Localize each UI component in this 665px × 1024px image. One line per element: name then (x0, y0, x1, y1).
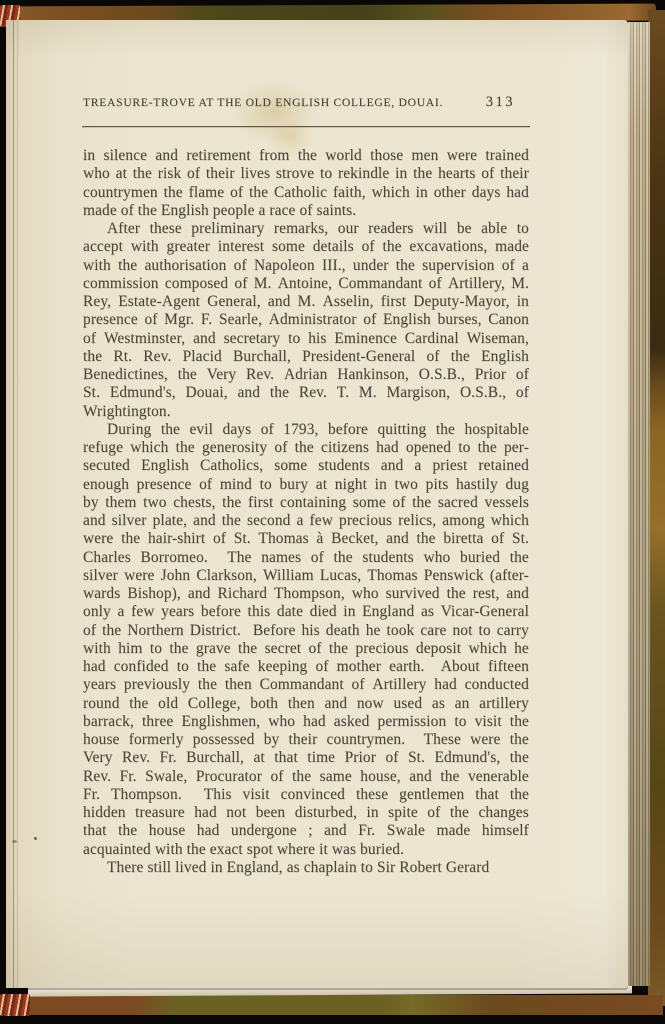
text-line: Wrightington. (83, 402, 171, 420)
running-header (83, 94, 531, 111)
text-line: countrymen the flame of the Catholic faith, which in other days had (83, 183, 529, 201)
text-line: house formerly possessed by their countrymen. These were the (83, 731, 529, 748)
page-edge-stack (628, 22, 650, 986)
text-line: of the Northern District. Before his death he took care not to carry (83, 621, 529, 639)
headband-bottom (0, 994, 30, 1016)
header-rule (82, 126, 530, 127)
text-line: made of the English people a race of saints. (83, 201, 357, 219)
text-line: of Westminster, and secretary to his Eminence Cardinal Wiseman, (83, 329, 529, 347)
text-line: round the old College, both then and now used as an artillery (83, 694, 529, 712)
text-line: and silver plate, and the second a few precious relics, among which (83, 512, 529, 529)
ink-speck (12, 840, 17, 843)
book-cover-edge-right (648, 10, 665, 1006)
book-page (6, 20, 628, 988)
text-line: Rey, Estate-Agent General, and M. Asselin, first Deputy-Mayor, in (83, 293, 529, 310)
text-line: who at the risk of their lives strove to rekindle in the hearts of their (83, 165, 529, 183)
paragraph (83, 859, 529, 877)
text-line: only a few years before this date died in England as Vicar-General (83, 603, 529, 621)
text-block (83, 147, 529, 877)
text-line: were the hair-shirt of St. Thomas à Becket, and the biretta of St. (83, 530, 529, 548)
text-line: After these preliminary remarks, our readers will be able to (107, 220, 529, 237)
text-line: that the house had undergone ; and Fr. Swale made himself (83, 822, 529, 840)
gutter-crease (17, 20, 18, 988)
text-line: accept with greater interest some details of the excavations, made (83, 238, 529, 256)
text-line: Very Rev. Fr. Burchall, at that time Prior of St. Edmund's, the (83, 749, 529, 767)
text-line: St. Edmund's, Douai, and the Rev. T. M. Margison, O.S.B., of (83, 384, 529, 402)
book-cover-edge-bottom (3, 995, 663, 1015)
text-line: Fr. Thompson. This visit convinced these gentlemen that the (83, 785, 529, 803)
text-line: During the evil days of 1793, before quitting the hospitable (107, 420, 529, 438)
text-line: silver were John Clarkson, William Lucas, Thomas Penswick (after- (83, 566, 529, 584)
text-line: with the authorisation of Napoleon III., under the supervision of a (83, 256, 529, 274)
text-line: in silence and retirement from the world those men were trained (83, 147, 529, 164)
text-line: secuted English Catholics, some students and a priest retained (83, 457, 529, 475)
text-line: enough presence of mind to bury at night in two pits hastily dug (83, 475, 529, 493)
text-line: with him to the grave the secret of the precious deposit which he (83, 639, 529, 657)
paragraph (83, 421, 529, 859)
text-line: the Rt. Rev. Placid Burchall, President-General of the English (83, 347, 529, 365)
page-number: 313 (485, 94, 515, 110)
text-line: wards Bishop), and Richard Thompson, who survived the rest, and (83, 585, 529, 602)
text-line: years previously the then Commandant of Artillery had conducted (83, 676, 529, 694)
paragraph (83, 220, 529, 421)
text-line: commission composed of M. Antoine, Commandant of Artillery, M. (83, 274, 529, 292)
text-line: Benedictines, the Very Rev. Adrian Hankinson, O.S.B., Prior of (83, 366, 529, 383)
text-line: There still lived in England, as chaplain to Sir Robert Gerard (107, 858, 490, 876)
text-line: acquainted with the exact spot where it was buried. (83, 840, 405, 858)
text-line: had confided to the safe keeping of mother earth. About fifteen (83, 658, 529, 675)
text-line: Charles Borromeo. The names of the students who buried the (83, 548, 529, 566)
text-line: barrack, three Englishmen, who had asked permission to visit the (83, 712, 529, 730)
text-line: refuge which the generosity of the citizens had opened to the per- (83, 439, 529, 456)
text-line: by them two chests, the first containing some of the sacred vessels (83, 493, 529, 511)
text-line: presence of Mgr. F. Searle, Administrator of English burses, Canon (83, 311, 529, 329)
text-line: hidden treasure had not been disturbed, in spite of the changes (83, 804, 529, 821)
paragraph (83, 147, 529, 220)
text-line: Rev. Fr. Swale, Procurator of the same house, and the venerable (83, 767, 529, 785)
ink-speck (34, 837, 37, 840)
header-title: TREASURE-TROVE AT THE OLD ENGLISH COLLEGE, DOUAI. (83, 96, 444, 109)
